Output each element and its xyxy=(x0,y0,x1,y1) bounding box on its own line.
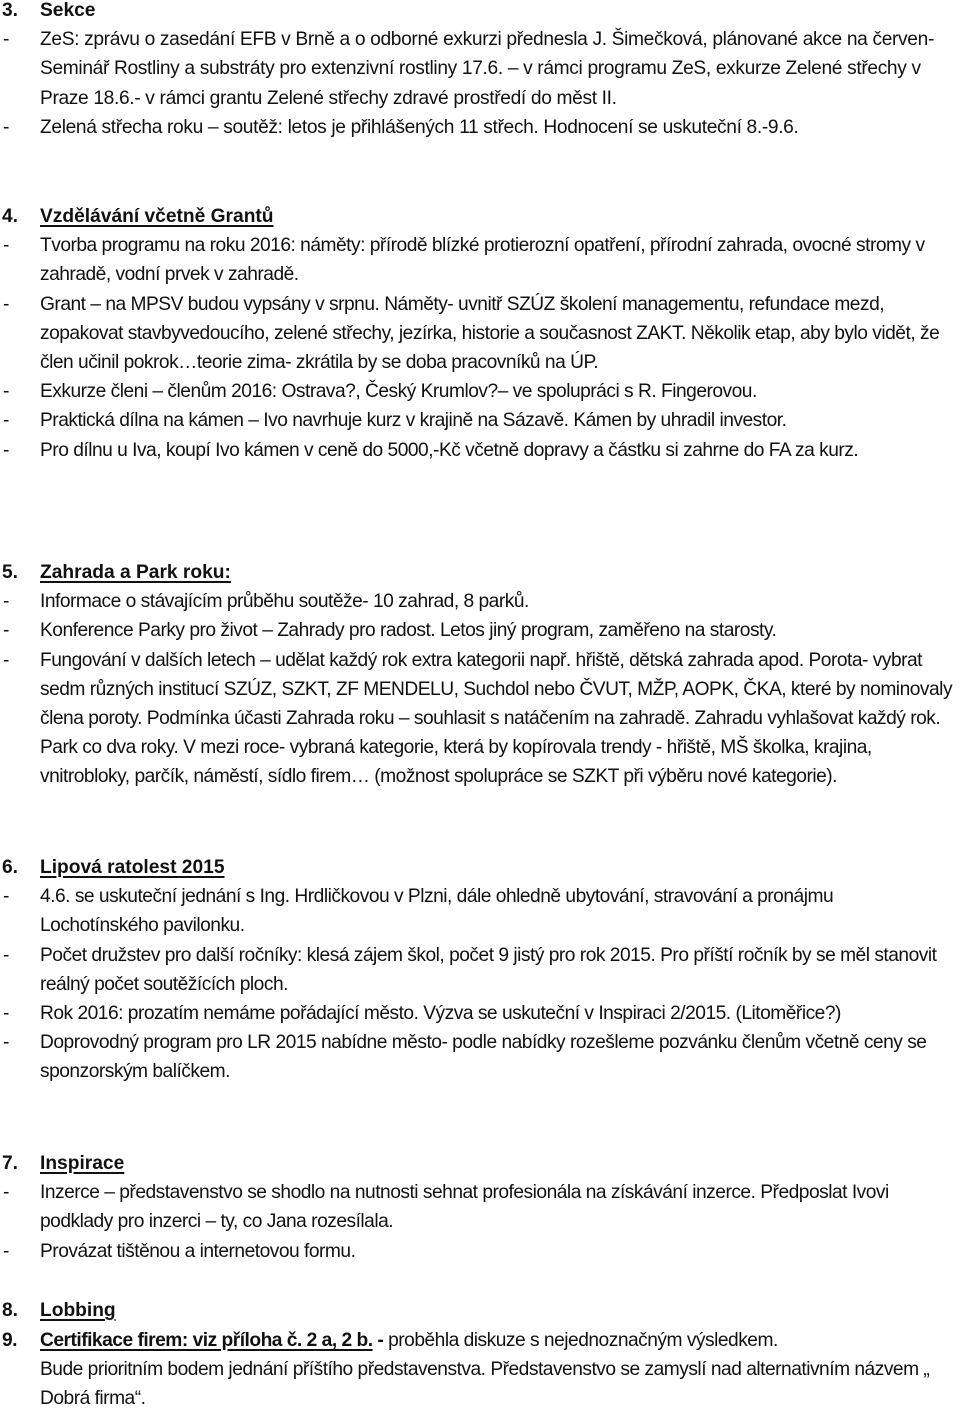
section-number: 8. xyxy=(2,1300,19,1321)
list-item xyxy=(0,290,960,378)
list-item xyxy=(0,646,960,792)
section-number: 5. xyxy=(2,562,19,583)
list-item-text: Doprovodný program pro LR 2015 nabídne město- podle nabídky rozešleme pozvánku členům včetně ceny se sponzorským balíčkem. xyxy=(40,1032,927,1083)
list-item xyxy=(0,999,960,1028)
list-item-text: Rok 2016: prozatím nemáme pořádající město. Výzva se uskuteční v Inspiraci 2/2015. (Litoměřice?) xyxy=(40,1003,841,1025)
bullet-dash: - xyxy=(3,1182,10,1204)
section-continuation: Bude prioritním bodem jednání příštího představenstva. Představenstvo se zamyslí nad alternativním názvem „ Dobrá firma“. xyxy=(40,1359,930,1410)
bullet-dash: - xyxy=(3,439,10,461)
bullet-dash: - xyxy=(3,1003,10,1025)
section-number: 6. xyxy=(2,857,19,878)
section-heading xyxy=(0,202,960,231)
list-item xyxy=(0,1028,960,1086)
list-item-text: Zelená střecha roku – soutěž: letos je přihlášených 11 střech. Hodnocení se uskuteční 8.-9.6. xyxy=(40,116,799,138)
section-heading xyxy=(0,0,960,25)
list-item-text: Exkurze členi – členům 2016: Ostrava?, Český Krumlov?– ve spolupráci s R. Fingerovou. xyxy=(40,381,757,403)
section-heading xyxy=(0,1326,960,1355)
list-item xyxy=(0,25,960,113)
section-title: Vzdělávání včetně Grantů xyxy=(40,206,274,227)
section-8 xyxy=(0,1296,960,1325)
section-6 xyxy=(0,853,960,1087)
list-item xyxy=(0,406,960,435)
list-item-text: Tvorba programu na roku 2016: náměty: přírodě blízké protierozní opatření, přírodní zahrada, ovocné stromy v zahradě, vodní prvek v zahradě. xyxy=(40,235,925,286)
section-heading xyxy=(0,853,960,882)
list-item xyxy=(0,941,960,999)
list-item-text: ZeS: zprávu o zasedání EFB v Brně a o odborné exkurzi přednesla J. Šimečková, plánované akce na červen- Seminář Rostliny a substráty pro extenzivní rostliny 17.6. – v rámci programu ZeS, exkurze Zelené střechy v Praze 18.6.- v rámci grantu Zelené střechy zdravé prostředí do měst II. xyxy=(40,29,934,109)
bullet-dash: - xyxy=(3,29,10,51)
bullet-dash: - xyxy=(3,293,10,315)
list-item-text: Pro dílnu u Iva, koupí Ivo kámen v ceně do 5000,-Kč včetně dopravy a částku si zahrne do FA za kurz. xyxy=(40,439,859,461)
section-title: Certifikace firem: viz příloha č. 2 a, 2 b. xyxy=(40,1330,373,1351)
section-title-separator: - xyxy=(372,1330,389,1351)
section-number: 3. xyxy=(2,0,19,21)
list-item-text: Fungování v dalších letech – udělat každý rok extra kategorii např. hřiště, dětská zahrada apod. Porota- vybrat sedm různých institucí SZÚZ, SZKT, ZF MENDELU, Suchdol nebo ČVUT, MŽP, AOPK, ČKA, které by nominovaly člena poroty. Podmínka účasti Zahrada roku – souhlasit s natáčením na zahradě. Zahradu vyhlašovat každý rok. Park co dva roky. V mezi roce- vybraná kategorie, která by kopírovala trendy - hřiště, MŠ školka, krajina, vnitrobloky, parčík, náměstí, sídlo firem… (možnost spolupráce se SZKT při výběru nové kategorie). xyxy=(40,649,953,788)
bullet-dash: - xyxy=(3,1032,10,1054)
list-item-text: Inzerce – představenstvo se shodlo na nutnosti sehnat profesionála na získávání inzerce. Předposlat Ivovi podklady pro inzerci – ty, co Jana rozesílala. xyxy=(40,1182,889,1233)
section-7 xyxy=(0,1149,960,1266)
list-item xyxy=(0,616,960,645)
list-item xyxy=(0,377,960,406)
bullet-dash: - xyxy=(3,591,10,613)
list-item-text: Konference Parky pro život – Zahrady pro radost. Letos jiný program, zaměřeno na starosty. xyxy=(40,620,777,642)
bullet-dash: - xyxy=(3,381,10,403)
bullet-dash: - xyxy=(3,410,10,432)
section-title-rest: proběhla diskuze s nejednoznačným výsledkem. xyxy=(388,1330,778,1351)
section-title: Sekce xyxy=(40,0,96,21)
list-item-text: Grant – na MPSV budou vypsány v srpnu. Náměty- uvnitř SZÚZ školení managementu, refundace mezd, zopakovat stavbyvedoucího, zelené střechy, jezírka, historie a současnost ZAKT. Několik etap, aby bylo vidět, že člen učinil pokrok…teorie zima- zkrátila by se doba pracovníků na ÚP. xyxy=(40,293,940,374)
list-item-text: Praktická dílna na kámen – Ivo navrhuje kurz v krajině na Sázavě. Kámen by uhradil investor. xyxy=(40,410,787,432)
list-item xyxy=(0,113,960,142)
section-title: Zahrada a Park roku: xyxy=(40,562,231,583)
bullet-dash: - xyxy=(3,235,10,257)
list-item xyxy=(0,1178,960,1236)
list-item-text: Provázat tištěnou a internetovou formu. xyxy=(40,1240,356,1262)
section-number: 4. xyxy=(2,206,19,227)
section-5 xyxy=(0,558,960,792)
bullet-dash: - xyxy=(3,1240,10,1262)
bullet-dash: - xyxy=(3,649,10,671)
list-item xyxy=(0,436,960,465)
section-number: 7. xyxy=(2,1153,19,1174)
list-item xyxy=(0,882,960,940)
bullet-dash: - xyxy=(3,944,10,966)
bullet-dash: - xyxy=(3,116,10,138)
section-3 xyxy=(0,0,960,142)
list-item xyxy=(0,231,960,289)
section-9 xyxy=(0,1326,960,1414)
section-heading xyxy=(0,1296,960,1325)
section-heading xyxy=(0,1149,960,1178)
section-title: Inspirace xyxy=(40,1153,125,1174)
bullet-dash: - xyxy=(3,620,10,642)
list-item-text: 4.6. se uskuteční jednání s Ing. Hrdličkovou v Plzni, dále ohledně ubytování, stravování a pronájmu Lochotínského pavilonku. xyxy=(40,886,834,937)
bullet-dash: - xyxy=(3,886,10,908)
section-4 xyxy=(0,202,960,465)
section-title: Lobbing xyxy=(40,1300,116,1321)
list-item xyxy=(0,587,960,616)
list-item xyxy=(0,1237,960,1266)
section-heading xyxy=(0,558,960,587)
section-title: Lipová ratolest 2015 xyxy=(40,857,225,878)
section-number: 9. xyxy=(2,1330,18,1351)
list-item-text: Počet družstev pro další ročníky: klesá zájem škol, počet 9 jistý pro rok 2015. Pro příští ročník by se měl stanovit reálný počet soutěžících ploch. xyxy=(40,944,937,995)
list-item-text: Informace o stávajícím průběhu soutěže- 10 zahrad, 8 parků. xyxy=(40,591,529,613)
